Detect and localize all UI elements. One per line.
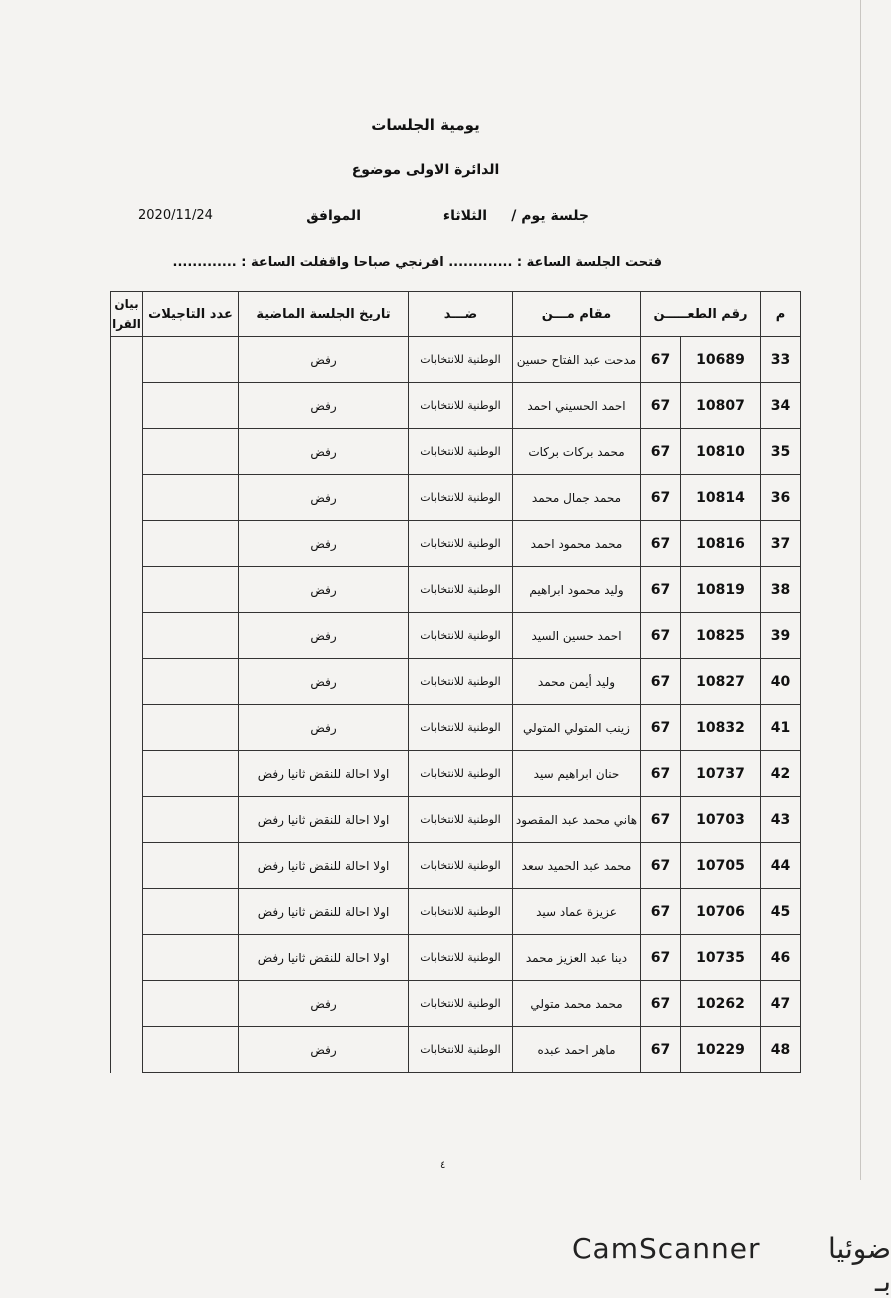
last-session-result: رفض (239, 475, 409, 521)
camscanner-watermark: CamScanner (572, 1232, 761, 1265)
last-session-result: رفض (239, 383, 409, 429)
defendant-name: الوطنية للانتخابات (409, 705, 513, 751)
adjournments-count (143, 843, 239, 889)
appeal-year: 67 (641, 383, 681, 429)
appeal-number: 10229 (681, 1027, 761, 1073)
defendant-name: الوطنية للانتخابات (409, 613, 513, 659)
appeal-year: 67 (641, 521, 681, 567)
decision-cell (111, 889, 143, 935)
table-row (111, 889, 801, 935)
plaintiff-name: عزيزة عماد سيد (513, 889, 641, 935)
defendant-name: الوطنية للانتخابات (409, 1027, 513, 1073)
appeal-number: 10825 (681, 613, 761, 659)
decision-cell (111, 659, 143, 705)
session-times: فتحت الجلسة الساعة : ............. افرنجي صباحا واقفلت الساعة : ............. (172, 255, 662, 270)
last-session-result: رفض (239, 659, 409, 705)
adjournments-count (143, 1027, 239, 1073)
row-number: 36 (761, 475, 801, 521)
session-date: 2020/11/24 (138, 208, 213, 223)
plaintiff-name: حنان ابراهيم سيد (513, 751, 641, 797)
appeal-year: 67 (641, 843, 681, 889)
row-number: 34 (761, 383, 801, 429)
decision-cell (111, 1027, 143, 1073)
adjournments-count (143, 751, 239, 797)
table-row (111, 1027, 801, 1073)
decision-cell (111, 383, 143, 429)
decision-cell (111, 843, 143, 889)
sessions-table (110, 291, 801, 1073)
decision-cell (111, 705, 143, 751)
plaintiff-name: محمد عبد الحميد سعد (513, 843, 641, 889)
appeal-number: 10735 (681, 935, 761, 981)
last-session-result: رفض (239, 521, 409, 567)
appeal-number: 10819 (681, 567, 761, 613)
adjournments-count (143, 337, 239, 383)
last-session-result: اولا احالة للنقض ثانيا رفض (239, 843, 409, 889)
plaintiff-name: وليد أيمن محمد (513, 659, 641, 705)
table-row (111, 659, 801, 705)
session-day: الثلاثاء (442, 208, 487, 224)
decision-cell (111, 751, 143, 797)
decision-cell (111, 797, 143, 843)
defendant-name: الوطنية للانتخابات (409, 567, 513, 613)
decision-cell (111, 935, 143, 981)
appeal-year: 67 (641, 659, 681, 705)
appeal-number: 10807 (681, 383, 761, 429)
defendant-name: الوطنية للانتخابات (409, 383, 513, 429)
appeal-year: 67 (641, 337, 681, 383)
last-session-result: رفض (239, 429, 409, 475)
col-header-plaintiff: مقام مـــن (513, 292, 641, 337)
table-row (111, 705, 801, 751)
plaintiff-name: محمد بركات بركات (513, 429, 641, 475)
appeal-year: 67 (641, 797, 681, 843)
plaintiff-name: وليد محمود ابراهيم (513, 567, 641, 613)
defendant-name: الوطنية للانتخابات (409, 337, 513, 383)
table-row (111, 843, 801, 889)
row-number: 47 (761, 981, 801, 1027)
defendant-name: الوطنية للانتخابات (409, 475, 513, 521)
appeal-number: 10703 (681, 797, 761, 843)
adjournments-count (143, 935, 239, 981)
last-session-result: اولا احالة للنقض ثانيا رفض (239, 751, 409, 797)
last-session-result: اولا احالة للنقض ثانيا رفض (239, 889, 409, 935)
decision-cell (111, 475, 143, 521)
table-row (111, 383, 801, 429)
table-row (111, 567, 801, 613)
appeal-year: 67 (641, 981, 681, 1027)
decision-cell (111, 337, 143, 383)
plaintiff-name: هاني محمد عبد المقصود (513, 797, 641, 843)
appeal-number: 10705 (681, 843, 761, 889)
adjournments-count (143, 475, 239, 521)
last-session-result: رفض (239, 337, 409, 383)
appeal-number: 10814 (681, 475, 761, 521)
appeal-year: 67 (641, 429, 681, 475)
table-row (111, 521, 801, 567)
table-row (111, 613, 801, 659)
plaintiff-name: دينا عبد العزيز محمد (513, 935, 641, 981)
appeal-year: 67 (641, 613, 681, 659)
appeal-year: 67 (641, 567, 681, 613)
row-number: 42 (761, 751, 801, 797)
corresponding-label: الموافق (306, 208, 361, 224)
plaintiff-name: ماهر احمد عبده (513, 1027, 641, 1073)
appeal-number: 10832 (681, 705, 761, 751)
appeal-year: 67 (641, 935, 681, 981)
row-number: 43 (761, 797, 801, 843)
circuit-title: الدائرة الاولى موضوع (351, 162, 500, 178)
defendant-name: الوطنية للانتخابات (409, 981, 513, 1027)
defendant-name: الوطنية للانتخابات (409, 429, 513, 475)
col-header-last-session: تاريخ الجلسة الماضية (239, 292, 409, 337)
row-number: 40 (761, 659, 801, 705)
last-session-result: رفض (239, 705, 409, 751)
document-title: يومية الجلسات (371, 116, 480, 134)
appeal-number: 10816 (681, 521, 761, 567)
last-session-result: اولا احالة للنقض ثانيا رفض (239, 797, 409, 843)
plaintiff-name: زينب المتولي المتولي (513, 705, 641, 751)
page-mark: ٤ (440, 1160, 446, 1171)
row-number: 44 (761, 843, 801, 889)
defendant-name: الوطنية للانتخابات (409, 889, 513, 935)
plaintiff-name: احمد حسين السيد (513, 613, 641, 659)
appeal-number: 10827 (681, 659, 761, 705)
defendant-name: الوطنية للانتخابات (409, 659, 513, 705)
appeal-number: 10737 (681, 751, 761, 797)
last-session-result: رفض (239, 613, 409, 659)
row-number: 48 (761, 1027, 801, 1073)
decision-cell (111, 567, 143, 613)
last-session-result: رفض (239, 981, 409, 1027)
plaintiff-name: محمد جمال محمد (513, 475, 641, 521)
adjournments-count (143, 889, 239, 935)
table-row (111, 797, 801, 843)
appeal-year: 67 (641, 475, 681, 521)
row-number: 39 (761, 613, 801, 659)
row-number: 35 (761, 429, 801, 475)
defendant-name: الوطنية للانتخابات (409, 751, 513, 797)
plaintiff-name: مدحت عبد الفتاح حسين (513, 337, 641, 383)
row-number: 38 (761, 567, 801, 613)
row-number: 46 (761, 935, 801, 981)
camscanner-watermark-prefix: ضوئيا بـ (827, 1232, 891, 1298)
col-header-num: م (761, 292, 801, 337)
table-row (111, 935, 801, 981)
plaintiff-name: محمد محمد متولي (513, 981, 641, 1027)
table-row (111, 429, 801, 475)
appeal-number: 10262 (681, 981, 761, 1027)
decision-cell (111, 981, 143, 1027)
adjournments-count (143, 567, 239, 613)
appeal-year: 67 (641, 889, 681, 935)
adjournments-count (143, 705, 239, 751)
appeal-year: 67 (641, 1027, 681, 1073)
defendant-name: الوطنية للانتخابات (409, 843, 513, 889)
appeal-number: 10706 (681, 889, 761, 935)
row-number: 37 (761, 521, 801, 567)
session-day-label: جلسة يوم / (511, 208, 589, 224)
col-header-adjournments: عدد التاجيلات (143, 292, 239, 337)
table-row (111, 751, 801, 797)
adjournments-count (143, 383, 239, 429)
col-header-defendant: ضـــد (409, 292, 513, 337)
decision-cell (111, 429, 143, 475)
page-edge (860, 0, 861, 1180)
adjournments-count (143, 659, 239, 705)
row-number: 41 (761, 705, 801, 751)
adjournments-count (143, 797, 239, 843)
defendant-name: الوطنية للانتخابات (409, 935, 513, 981)
appeal-year: 67 (641, 705, 681, 751)
plaintiff-name: محمد محمود احمد (513, 521, 641, 567)
table-header-row (111, 292, 801, 337)
defendant-name: الوطنية للانتخابات (409, 797, 513, 843)
last-session-result: رفض (239, 1027, 409, 1073)
table-row (111, 475, 801, 521)
defendant-name: الوطنية للانتخابات (409, 521, 513, 567)
adjournments-count (143, 613, 239, 659)
appeal-number: 10810 (681, 429, 761, 475)
appeal-year: 67 (641, 751, 681, 797)
table-row (111, 981, 801, 1027)
adjournments-count (143, 429, 239, 475)
col-header-decision: بيان القرا (111, 292, 143, 337)
row-number: 45 (761, 889, 801, 935)
decision-cell (111, 521, 143, 567)
decision-cell (111, 613, 143, 659)
adjournments-count (143, 521, 239, 567)
last-session-result: رفض (239, 567, 409, 613)
row-number: 33 (761, 337, 801, 383)
plaintiff-name: احمد الحسيني احمد (513, 383, 641, 429)
table-row (111, 337, 801, 383)
adjournments-count (143, 981, 239, 1027)
col-header-appeal-no: رقم الطعـــــن (641, 292, 761, 337)
last-session-result: اولا احالة للنقض ثانيا رفض (239, 935, 409, 981)
appeal-number: 10689 (681, 337, 761, 383)
